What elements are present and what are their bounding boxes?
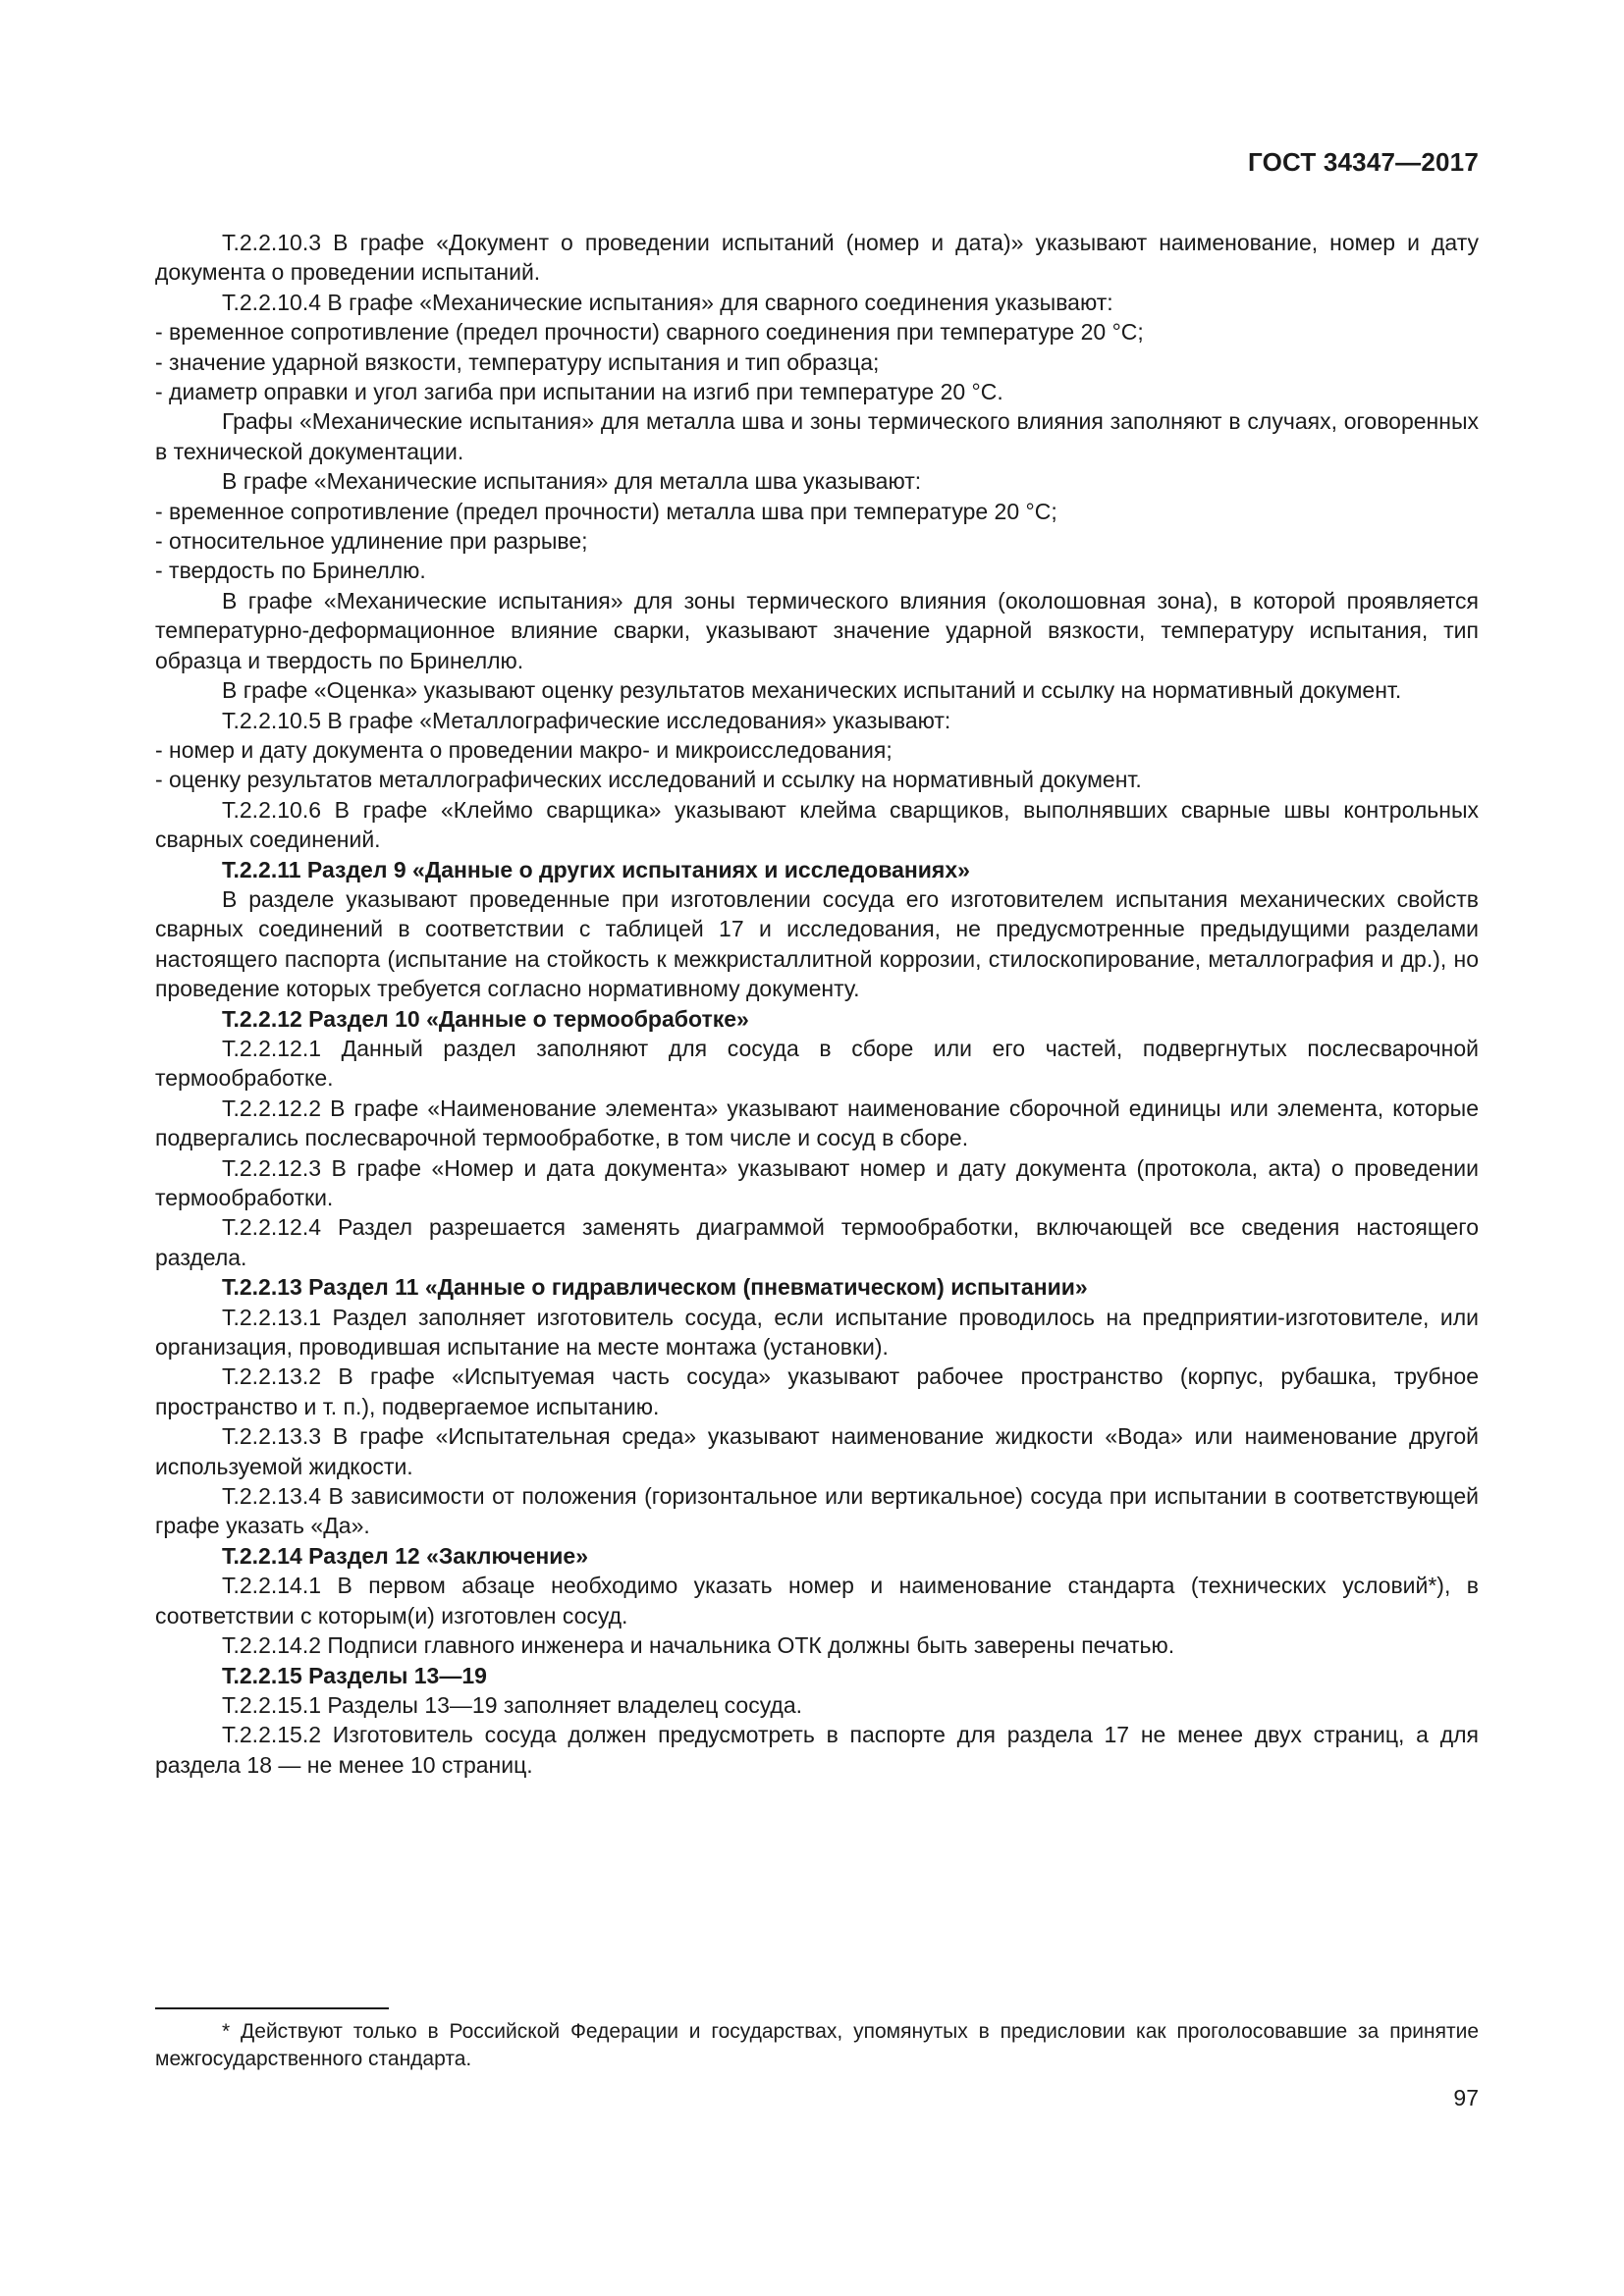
list-item: - временное сопротивление (предел прочности) металла шва при температуре 20 °С; (155, 498, 1057, 524)
standard-header: ГОСТ 34347—2017 (1248, 147, 1479, 177)
paragraph: Т.2.2.10.4 В графе «Механические испытания» для сварного соединения указывают: (222, 289, 1113, 315)
list-item: - диаметр оправки и угол загиба при испытании на изгиб при температуре 20 °С. (155, 379, 1003, 405)
paragraph: В разделе указывают проведенные при изготовлении сосуда его изготовителем испытания механических свойств сварных соединений в соответствии с таблицей 17 и исследования, не предусмотренные предыдущими разделами настоящего паспорта (испытание на стойкость к межкристаллитной коррозии, стилоскопирование, металлография и др.), но проведение которых требуется согласно нормативному документу. (155, 885, 1479, 1002)
paragraph: В графе «Механические испытания» для зоны термического влияния (околошовная зона), в которой проявляется температурно-деформационное влияние сварки, указывают значение ударной вязкости, температуру испытания, тип образца и твердость по Бринеллю. (155, 587, 1479, 673)
list-item: - относительное удлинение при разрыве; (155, 528, 588, 555)
paragraph: Т.2.2.13.1 Раздел заполняет изготовитель сосуда, если испытание проводилось на предприятии-изготовителе, или организация, проводившая испытание на месте монтажа (установки). (155, 1304, 1479, 1361)
list-item: - временное сопротивление (предел прочности) сварного соединения при температуре 20 °С; (155, 319, 1144, 346)
paragraph: Т.2.2.13.2 В графе «Испытуемая часть сосуда» указывают рабочее пространство (корпус, рубашка, трубное пространство и т. п.), подвергаемое испытанию. (155, 1363, 1479, 1419)
page-number: 97 (1453, 2085, 1479, 2110)
paragraph: Т.2.2.14.2 Подписи главного инженера и начальника ОТК должны быть заверены печатью. (222, 1632, 1175, 1659)
paragraph: Т.2.2.13.3 В графе «Испытательная среда» указывают наименование жидкости «Вода» или наименование другой используемой жидкости. (155, 1423, 1479, 1479)
paragraph: Т.2.2.15.2 Изготовитель сосуда должен предусмотреть в паспорте для раздела 17 не менее двух страниц, а для раздела 18 — не менее 10 страниц. (155, 1722, 1479, 1778)
paragraph: Т.2.2.12.3 В графе «Номер и дата документа» указывают номер и дату документа (протокола, акта) о проведении термообработки. (155, 1154, 1479, 1210)
paragraph: Т.2.2.10.6 В графе «Клеймо сварщика» указывают клейма сварщиков, выполнявших сварные швы контрольных сварных соединений. (155, 796, 1479, 853)
section-heading: Т.2.2.14 Раздел 12 «Заключение» (222, 1542, 589, 1569)
footnote-text: * Действуют только в Российской Федерации и государствах, упомянутых в предисловии как проголосовавшие за принятие межгосударственного стандарта. (155, 2020, 1479, 2070)
paragraph: Т.2.2.10.3 В графе «Документ о проведении испытаний (номер и дата)» указывают наименование, номер и дату документа о проведении испытаний. (155, 230, 1479, 286)
paragraph: В графе «Оценка» указывают оценку результатов механических испытаний и ссылку на нормативный документ. (222, 677, 1402, 704)
section-heading: Т.2.2.11 Раздел 9 «Данные о других испытаниях и исследованиях» (222, 856, 970, 882)
footnote (155, 2018, 1479, 2073)
paragraph: В графе «Механические испытания» для металла шва указывают: (222, 468, 922, 495)
section-heading: Т.2.2.15 Разделы 13—19 (222, 1662, 487, 1688)
list-item: - оценку результатов металлографических исследований и ссылку на нормативный документ. (155, 767, 1142, 793)
section-heading: Т.2.2.13 Раздел 11 «Данные о гидравлическом (пневматическом) испытании» (222, 1274, 1088, 1301)
document-body (155, 228, 1479, 1780)
paragraph: Т.2.2.12.4 Раздел разрешается заменять диаграммой термообработки, включающей все сведения настоящего раздела. (155, 1214, 1479, 1270)
paragraph: Т.2.2.13.4 В зависимости от положения (горизонтальное или вертикальное) сосуда при испытании в соответствующей графе указать «Да». (155, 1483, 1479, 1539)
paragraph: Т.2.2.10.5 В графе «Металлографические исследования» указывают: (222, 707, 951, 733)
paragraph: Т.2.2.12.1 Данный раздел заполняют для сосуда в сборе или его частей, подвергнутых послесварочной термообработке. (155, 1035, 1479, 1092)
paragraph: Т.2.2.14.1 В первом абзаце необходимо указать номер и наименование стандарта (технических условий*), в соответствии с которым(и) изготовлен сосуд. (155, 1573, 1479, 1629)
section-heading: Т.2.2.12 Раздел 10 «Данные о термообработке» (222, 1005, 749, 1032)
list-item: - номер и дату документа о проведении макро- и микроисследования; (155, 736, 893, 763)
list-item: - значение ударной вязкости, температуру испытания и тип образца; (155, 348, 880, 375)
footnote-divider (155, 2007, 389, 2009)
paragraph: Т.2.2.15.1 Разделы 13—19 заполняет владелец сосуда. (222, 1691, 803, 1718)
paragraph: Графы «Механические испытания» для металла шва и зоны термического влияния заполняют в случаях, оговоренных в технической документации. (155, 408, 1479, 464)
list-item: - твердость по Бринеллю. (155, 558, 426, 584)
paragraph: Т.2.2.12.2 В графе «Наименование элемента» указывают наименование сборочной единицы или элемента, которые подвергались послесварочной термообработке, в том числе и сосуд в сборе. (155, 1095, 1479, 1151)
